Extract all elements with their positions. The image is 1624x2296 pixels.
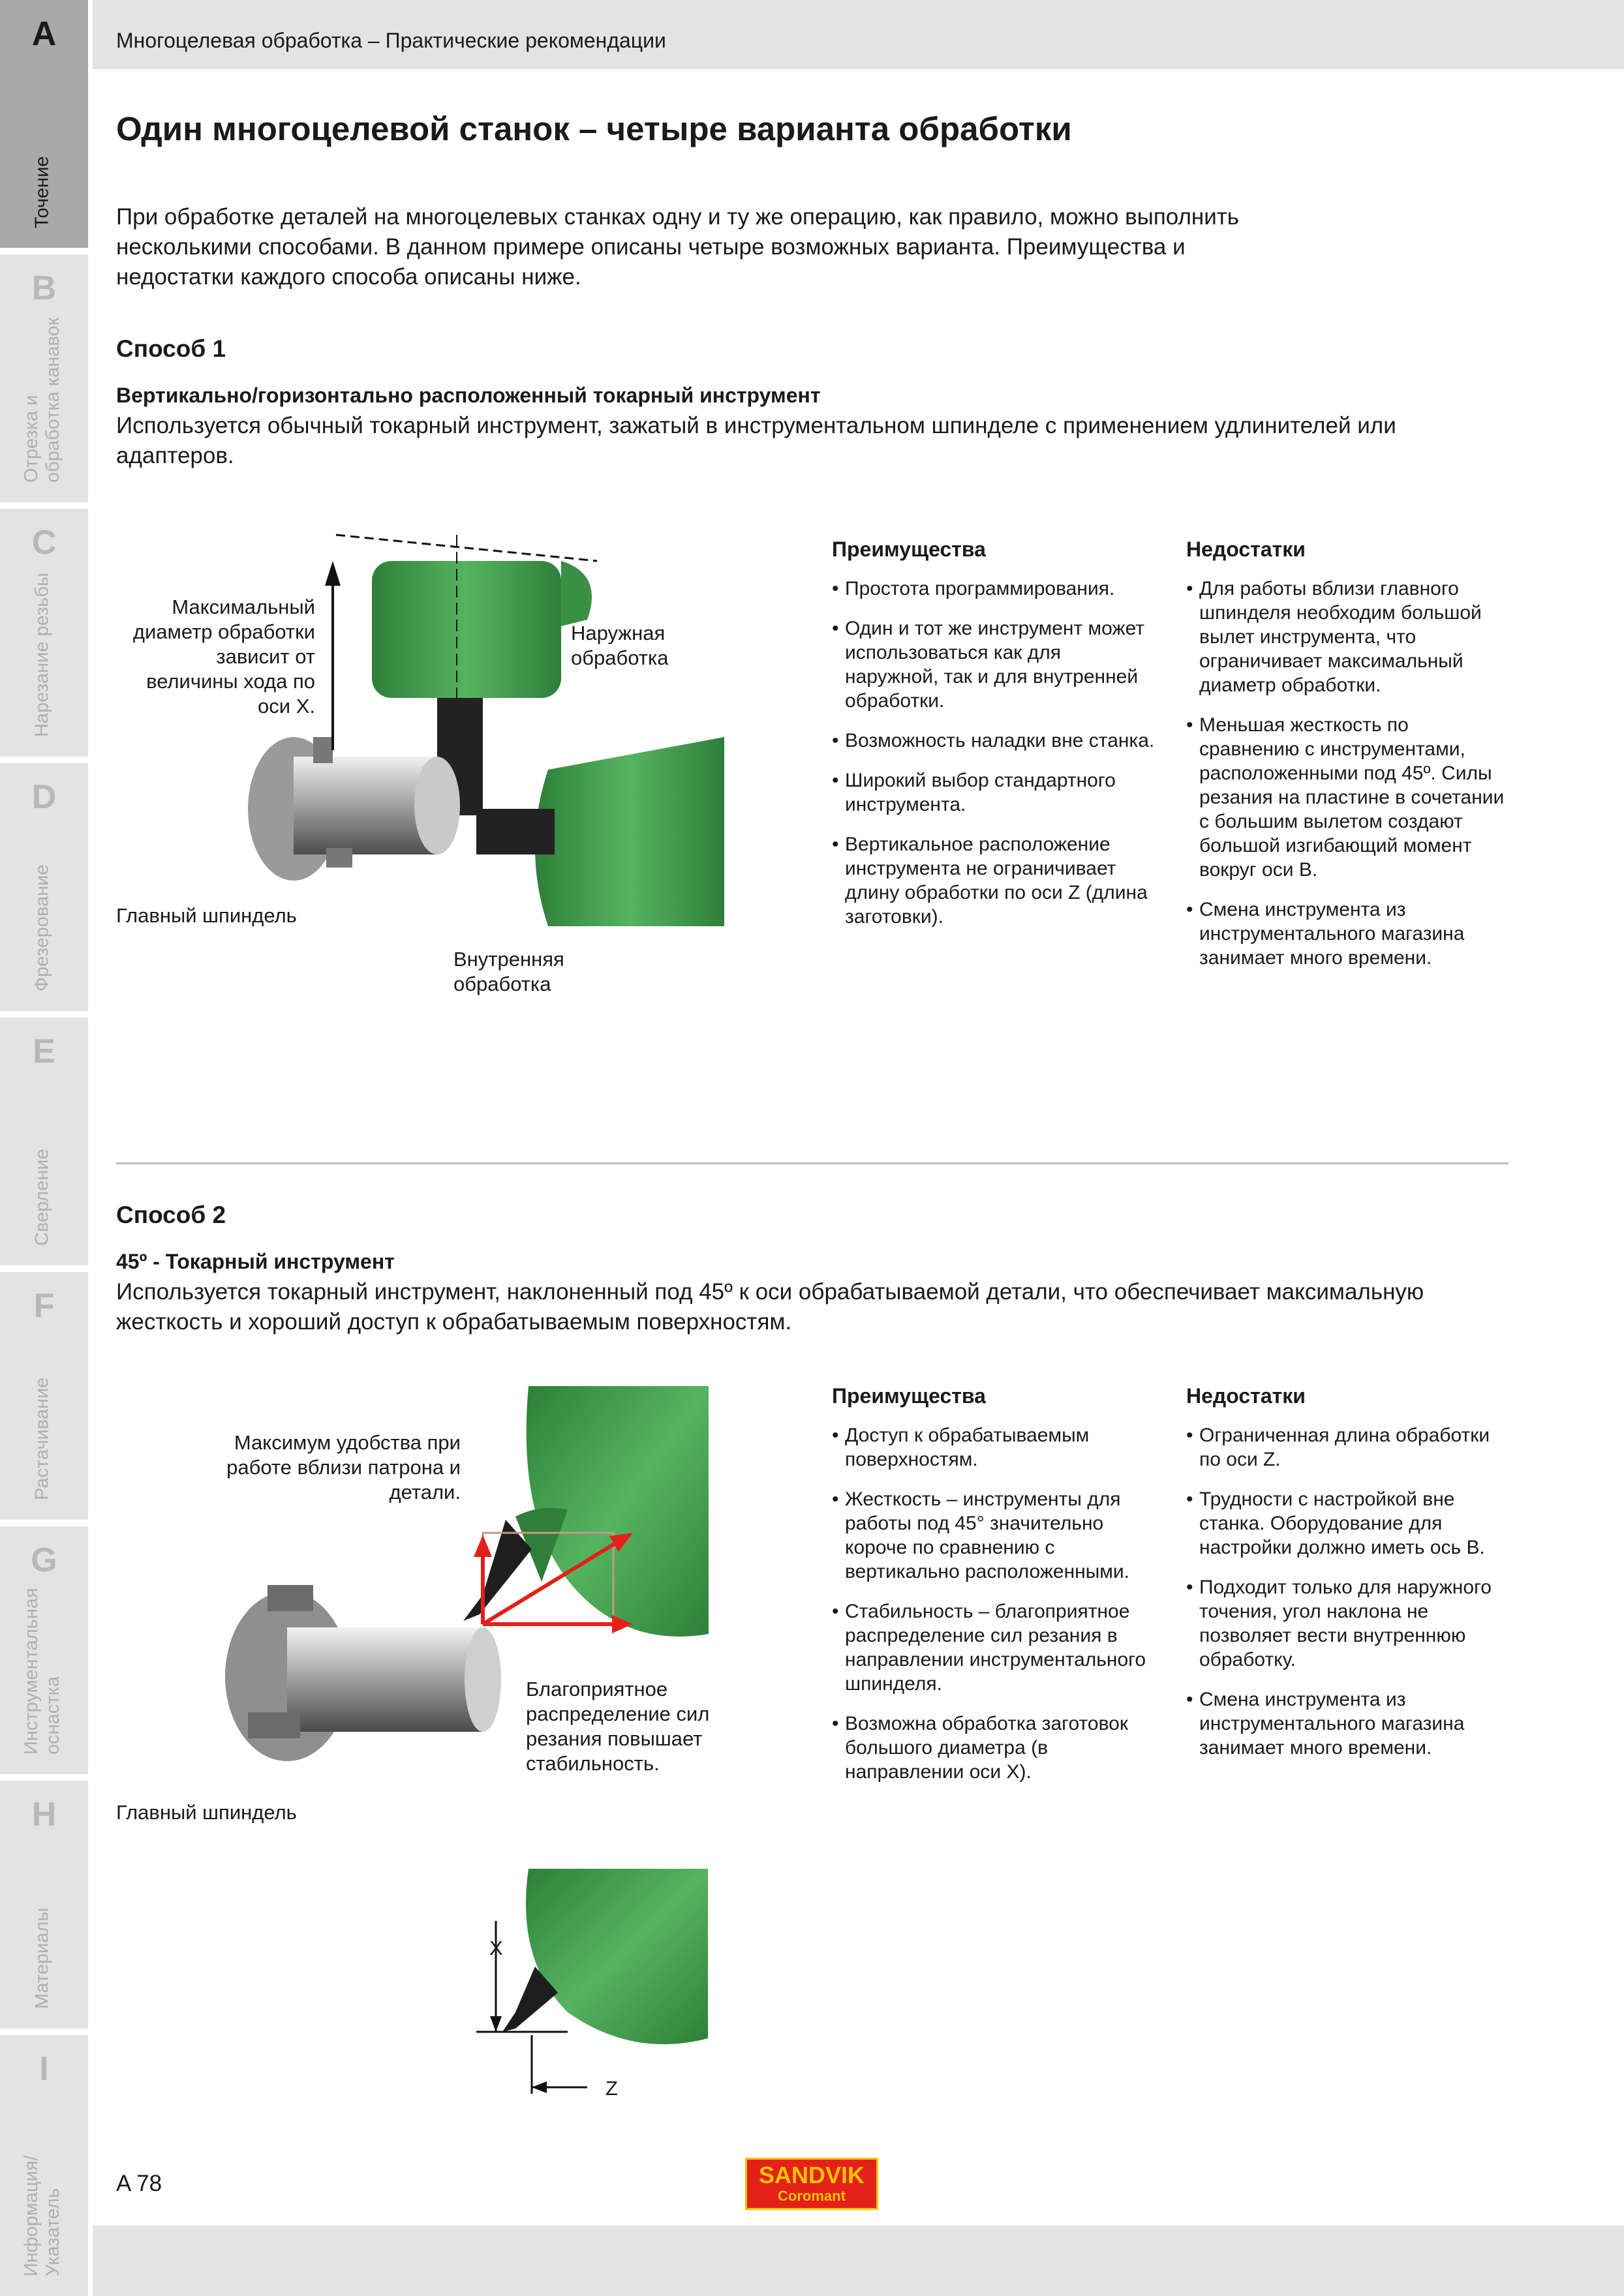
method2-annotation-force-distribution: Благоприятное распределение сил резания повышает стабильность. — [526, 1678, 710, 1775]
workpiece — [287, 1627, 483, 1732]
list-item: • Трудности с настройкой вне станка. Оборудование для настройки должно иметь ось B. — [1186, 1487, 1512, 1560]
rail-tab-f[interactable] — [0, 1272, 88, 1520]
lower-tool-spindle — [526, 1869, 708, 2044]
list-item: • Жесткость – инструменты для работы под 45° значительно короче по сравнению с вертикально расположенными. — [832, 1487, 1158, 1584]
rail-tab-label: Нарезание резьбы — [31, 573, 53, 737]
axis-x-label: X — [489, 1937, 503, 1959]
rail-tab-letter: A — [31, 15, 57, 53]
method2-disadvantages-list — [1186, 1423, 1512, 1775]
list-item: • Стабильность – благоприятное распределение сил резания в направлении инструментального шпинделя. — [832, 1599, 1158, 1696]
method2-annotation-main-spindle: Главный шпиндель — [116, 1801, 297, 1824]
logo-line1: SANDVIK — [758, 2162, 865, 2188]
method2-description: Используется токарный инструмент, наклоненный под 45º к оси обрабатываемой детали, что обеспечивает максимальную жесткость и хороший доступ к обрабатываемым поверхностям. — [116, 1279, 1424, 1335]
tool-spindle-horizontal — [535, 737, 724, 926]
header-text: Многоцелевая обработка – Практические рекомендации — [116, 29, 666, 52]
list-item: • Смена инструмента из инструментального магазина занимает много времени. — [1186, 1687, 1512, 1760]
method1-annotation-internal: Внутренняя обработка — [453, 948, 564, 995]
method2-annotation-convenience: Максимум удобства при работе вблизи патрона и детали. — [226, 1431, 461, 1503]
axis-z-label: Z — [605, 2077, 618, 2100]
method1-annotation-main-spindle: Главный шпиндель — [116, 904, 297, 927]
rail-tab-label: Инструментальная оснастка — [21, 1588, 63, 1755]
page-number: A 78 — [116, 2171, 162, 2196]
list-item: • Возможна обработка заготовок большого диаметра (в направлении оси X). — [832, 1712, 1158, 1784]
rail-tab-letter: F — [33, 1287, 55, 1325]
rail-tab-i[interactable] — [0, 2035, 88, 2296]
list-item: • Простота программирования. — [832, 577, 1158, 601]
rail-tab-letter: E — [33, 1033, 55, 1070]
rail-tab-letter: I — [39, 2050, 49, 2088]
method2-heading: Способ 2 — [116, 1201, 226, 1228]
list-item: • Для работы вблизи главного шпинделя необходим большой вылет инструмента, что ограничивает максимальный диаметр обработки. — [1186, 577, 1512, 697]
list-item: • Вертикальное расположение инструмента не ограничивает длину обработки по оси Z (длина заготовки). — [832, 832, 1158, 929]
list-item: • Меньшая жесткость по сравнению с инструментами, расположенными под 45º. Силы резания на пластине в сочетании с большим вылетом создают большой изгибающий момент вокруг оси B. — [1186, 713, 1512, 882]
method1-advantages-title: Преимущества — [832, 537, 986, 561]
rail-tab-label: Отрезка и обработка канавок — [21, 317, 63, 483]
rail-tab-a[interactable] — [0, 0, 88, 248]
intro-paragraph: При обработке деталей на многоцелевых станках одну и ту же операцию, как правило, можно выполнить несколькими способами. В данном примере описаны четыре возможных варианта. Преимущества и недостатки каждого способа описаны ниже. — [116, 204, 1240, 290]
method1-annotation-max-diameter: Максимальный диаметр обработки зависит от величины хода по оси X. — [132, 596, 315, 718]
rail-tab-letter: B — [31, 269, 57, 307]
list-item: • Ограниченная длина обработки по оси Z. — [1186, 1423, 1512, 1472]
rail-tab-label: Растачивание — [31, 1377, 53, 1500]
section-divider — [116, 1162, 1509, 1164]
rail-tab-label: Информация/ Указатель — [21, 2155, 63, 2276]
rail-tab-label: Материалы — [31, 1907, 53, 2009]
rail-tab-letter: H — [31, 1796, 57, 1834]
tool-spindle-vertical — [372, 561, 561, 698]
list-item: • Подходит только для наружного точения, угол наклона не позволяет вести внутреннюю обработку. — [1186, 1575, 1512, 1672]
rail-tab-b[interactable] — [0, 254, 88, 502]
rail-tab-letter: D — [31, 778, 57, 816]
rail-tab-c[interactable] — [0, 509, 88, 757]
method2-disadvantages-title: Недостатки — [1186, 1384, 1306, 1408]
rail-tab-e[interactable] — [0, 1018, 88, 1265]
rail-tab-label: Сверление — [31, 1149, 53, 1246]
method1-heading: Способ 1 — [116, 335, 226, 362]
horizontal-tool-holder — [476, 809, 555, 854]
list-item: • Смена инструмента из инструментального магазина занимает много времени. — [1186, 898, 1512, 970]
list-item: • Один и тот же инструмент может использоваться как для наружной, так и для внутренней обработки. — [832, 616, 1158, 713]
rail-tab-label: Фрезерование — [31, 864, 53, 991]
rail-tab-letter: C — [31, 524, 57, 562]
footer-bar — [93, 2226, 1624, 2296]
rail-tab-letter: G — [31, 1541, 57, 1579]
method1-advantages-list — [832, 577, 1158, 944]
sandvik-coromant-logo — [745, 2158, 878, 2210]
method2-advantages-title: Преимущества — [832, 1384, 986, 1408]
logo-line2: Coromant — [778, 2188, 846, 2204]
method1-description: Используется обычный токарный инструмент, зажатый в инструментальном шпинделе с применением удлинителей или адаптеров. — [116, 413, 1396, 468]
rail-tab-g[interactable] — [0, 1526, 88, 1774]
method1-subtitle: Вертикально/горизонтально расположенный токарный инструмент — [116, 384, 821, 407]
method2-subtitle: 45º - Токарный инструмент — [116, 1250, 395, 1273]
list-item: • Возможность наладки вне станка. — [832, 729, 1158, 753]
rail-tab-h[interactable] — [0, 1781, 88, 2029]
section-tab-rail — [0, 0, 88, 2296]
list-item: • Доступ к обрабатываемым поверхностям. — [832, 1423, 1158, 1472]
rail-tab-label: Точение — [31, 156, 53, 228]
method1-annotation-external: Наружная обработка — [571, 622, 669, 669]
method1-disadvantages-list — [1186, 577, 1512, 986]
rail-tab-d[interactable] — [0, 763, 88, 1011]
angled-tool-holder — [463, 1520, 532, 1621]
method2-advantages-list — [832, 1423, 1158, 1800]
header-bar — [93, 0, 1624, 69]
list-item: • Широкий выбор стандартного инструмента. — [832, 768, 1158, 817]
page-title: Один многоцелевой станок – четыре варианта обработки — [116, 110, 1072, 147]
method1-illustration — [222, 535, 724, 926]
method1-disadvantages-title: Недостатки — [1186, 537, 1306, 561]
